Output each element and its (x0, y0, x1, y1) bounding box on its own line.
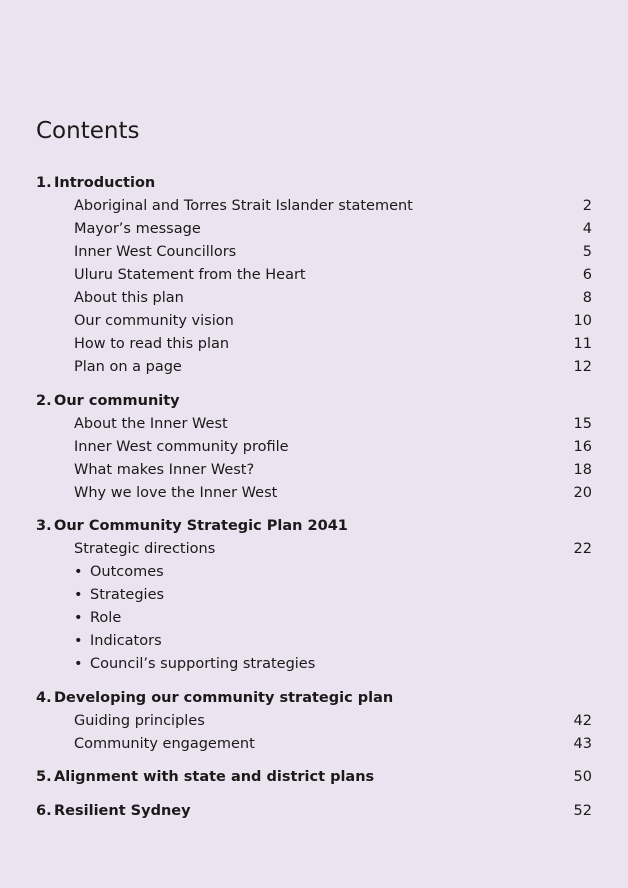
bullet-icon: • (74, 564, 83, 580)
toc-bullet-item[interactable] (74, 562, 592, 582)
toc-section-2[interactable] (36, 391, 592, 411)
toc-section-1[interactable] (36, 173, 592, 193)
toc-section-3[interactable] (36, 516, 592, 536)
bullet-label: Council’s supporting strategies (90, 656, 316, 672)
item-label: Our community vision (74, 313, 234, 329)
section-number: 2. (36, 393, 52, 409)
item-label: What makes Inner West? (74, 462, 255, 478)
bullet-label: Role (90, 610, 122, 626)
item-page: 20 (573, 485, 592, 501)
section-number: 6. (36, 803, 52, 819)
item-label: Plan on a page (74, 359, 182, 375)
toc-item[interactable] (74, 311, 592, 331)
toc-section-5[interactable] (36, 767, 592, 787)
item-label: Strategic directions (74, 541, 216, 557)
toc-item[interactable] (74, 357, 592, 377)
item-page: 15 (573, 416, 592, 432)
bullet-label: Strategies (90, 587, 165, 603)
bullet-label: Indicators (90, 633, 162, 649)
toc-section-6[interactable] (36, 801, 592, 821)
section-label: Developing our community strategic plan (54, 690, 394, 706)
item-label: Inner West community profile (74, 439, 289, 455)
bullet-icon: • (74, 656, 83, 672)
item-label: Guiding principles (74, 713, 205, 729)
item-label: Uluru Statement from the Heart (74, 267, 306, 283)
item-page: 16 (573, 439, 592, 455)
section-page: 52 (573, 803, 592, 819)
item-page: 22 (573, 541, 592, 557)
section-number: 4. (36, 690, 52, 706)
toc-item[interactable] (74, 711, 592, 731)
toc-section-4[interactable] (36, 688, 592, 708)
item-page: 18 (573, 462, 592, 478)
section-label: Resilient Sydney (54, 803, 191, 819)
section-number: 1. (36, 175, 52, 191)
toc-item[interactable] (74, 219, 592, 239)
toc-bullet-item[interactable] (74, 631, 592, 651)
section-label: Our Community Strategic Plan 2041 (54, 518, 348, 534)
toc-item[interactable] (74, 265, 592, 285)
item-page: 12 (573, 359, 592, 375)
toc-bullet-item[interactable] (74, 654, 592, 674)
section-number: 3. (36, 518, 52, 534)
item-page: 10 (573, 313, 592, 329)
toc-item[interactable] (74, 539, 592, 559)
toc-item[interactable] (74, 288, 592, 308)
item-page: 42 (573, 713, 592, 729)
toc-item[interactable] (74, 734, 592, 754)
page-title: Contents (36, 118, 140, 144)
item-label: About this plan (74, 290, 184, 306)
bullet-label: Outcomes (90, 564, 164, 580)
toc-item[interactable] (74, 242, 592, 262)
item-page: 5 (582, 244, 592, 260)
toc-item[interactable] (74, 483, 592, 503)
section-label: Introduction (54, 175, 156, 191)
bullet-icon: • (74, 633, 83, 649)
bullet-icon: • (74, 610, 83, 626)
toc-item[interactable] (74, 437, 592, 457)
toc-item[interactable] (74, 414, 592, 434)
section-label: Our community (54, 393, 180, 409)
item-label: Mayor’s message (74, 221, 201, 237)
toc-item[interactable] (74, 334, 592, 354)
bullet-icon: • (74, 587, 83, 603)
item-label: Why we love the Inner West (74, 485, 278, 501)
toc-bullet-item[interactable] (74, 585, 592, 605)
item-page: 43 (573, 736, 592, 752)
item-page: 6 (582, 267, 592, 283)
item-page: 4 (582, 221, 592, 237)
item-page: 8 (582, 290, 592, 306)
toc-bullet-item[interactable] (74, 608, 592, 628)
section-page: 50 (573, 769, 592, 785)
item-label: How to read this plan (74, 336, 230, 352)
section-label: Alignment with state and district plans (54, 769, 375, 785)
item-label: About the Inner West (74, 416, 228, 432)
item-label: Inner West Councillors (74, 244, 237, 260)
item-page: 11 (573, 336, 592, 352)
item-label: Community engagement (74, 736, 255, 752)
toc-item[interactable] (74, 460, 592, 480)
toc-item[interactable] (74, 196, 592, 216)
item-page: 2 (582, 198, 592, 214)
item-label: Aboriginal and Torres Strait Islander statement (74, 198, 413, 214)
section-number: 5. (36, 769, 52, 785)
